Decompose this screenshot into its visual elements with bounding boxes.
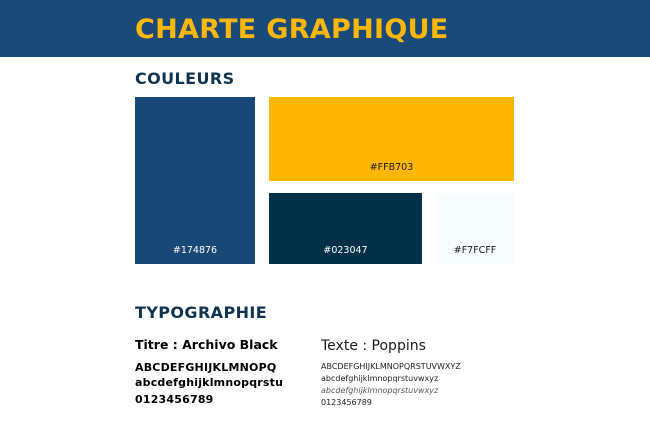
swatch-hex-label: #023047: [323, 244, 368, 256]
text-font-label: Texte : Poppins: [321, 338, 426, 354]
title-font-label: Titre : Archivo Black: [135, 337, 278, 352]
colors-heading: COULEURS: [135, 69, 235, 88]
color-swatch-navy: [269, 193, 422, 264]
text-font-italic-sample: abcdefghijklmnopqrstuvwxyz: [321, 386, 439, 395]
color-swatch-blue: [135, 97, 255, 264]
text-font-uppercase-sample: ABCDEFGHIJKLMNOPQRSTUVWXYZ: [321, 362, 461, 371]
swatch-hex-label: #174876: [172, 244, 218, 256]
swatch-hex-label: #FFB703: [369, 161, 414, 173]
title-font-digits-sample: 0123456789: [135, 393, 214, 406]
header-banner: [0, 0, 650, 57]
text-font-lowercase-sample: abcdefghijklmnopqrstuvwxyz: [321, 374, 439, 383]
color-swatch-offwhite: [436, 193, 514, 264]
text-font-digits-sample: 0123456789: [321, 398, 372, 407]
typography-heading: TYPOGRAPHIE: [135, 303, 268, 322]
title-font-lowercase-sample: abcdefghijklmnopqrstu: [135, 376, 284, 389]
swatch-hex-label: #F7FCFF: [453, 244, 497, 256]
color-swatch-yellow: [269, 97, 514, 181]
title-font-uppercase-sample: ABCDEFGHIJKLMNOPQ: [135, 361, 277, 374]
page-title: CHARTE GRAPHIQUE: [135, 14, 449, 45]
